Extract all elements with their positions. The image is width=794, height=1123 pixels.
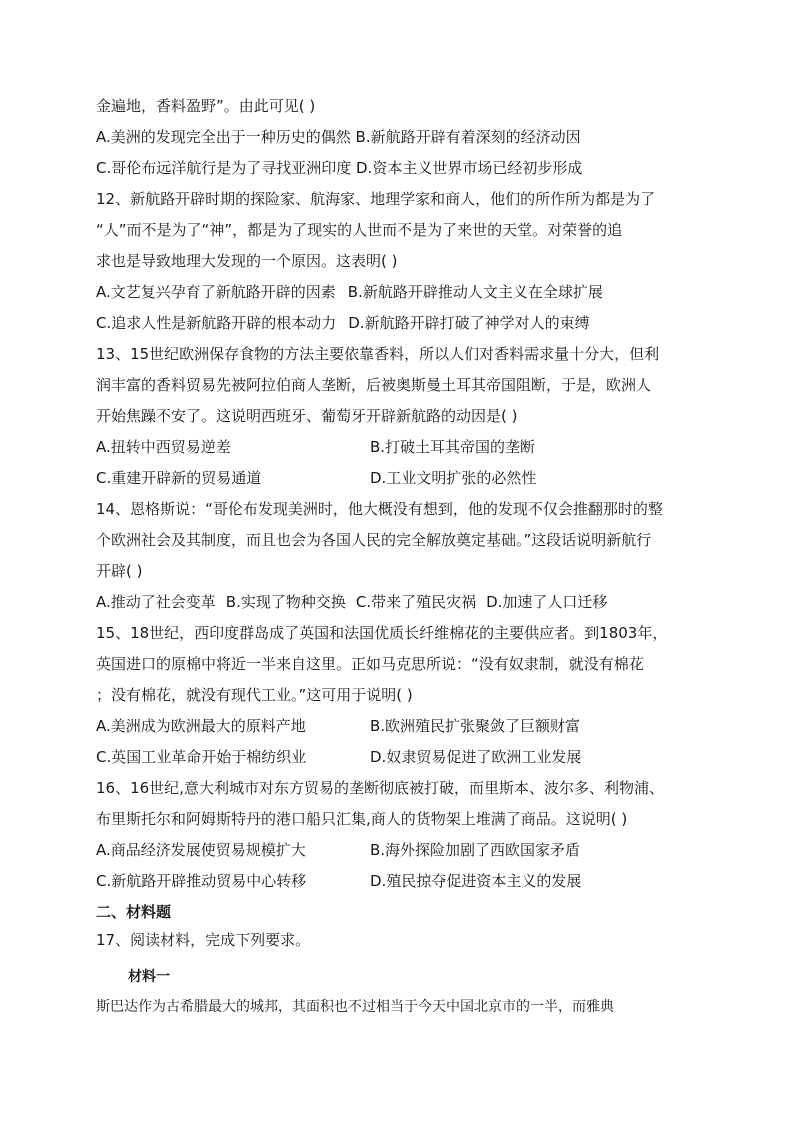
question-12 xyxy=(96,184,706,339)
question-13 xyxy=(96,339,706,494)
option-c: C.追求人性是新航路开辟的根本动力 xyxy=(96,314,337,332)
option-line: A.美洲的发现完全出于一种历史的偶然 B.新航路开辟有着深刻的经济动因 xyxy=(96,128,581,146)
option-row xyxy=(96,277,706,308)
question-stem: 英国进口的原棉中将近一半来自这里。正如马克思所说：“没有奴隶制，就没有棉花 xyxy=(96,655,644,673)
option-row xyxy=(96,308,706,339)
question-14 xyxy=(96,494,706,618)
question-stem: 12、新航路开辟时期的探险家、航海家、地理学家和商人，他们的所作所为都是为了 xyxy=(96,190,656,208)
option-c: C.新航路开辟推动贸易中心转移 xyxy=(96,872,307,890)
question-stem: 16、16世纪,意大利城市对东方贸易的垄断彻底被打破，而里斯本、波尔多、利物浦、 xyxy=(96,779,664,797)
option-b: B.海外探险加剧了西欧国家矛盾 xyxy=(370,841,581,859)
option-a: A.商品经济发展使贸易规模扩大 xyxy=(96,841,306,859)
option-b: B.实现了物种交换 xyxy=(225,593,346,611)
option-a: A.扭转中西贸易逆差 xyxy=(96,438,231,456)
option-d: D.加速了人口迁移 xyxy=(486,593,608,611)
question-stem: 开始焦躁不安了。这说明西班牙、葡萄牙开辟新航路的动因是( ) xyxy=(96,407,518,425)
option-c: C.带来了殖民灾祸 xyxy=(355,593,477,611)
option-b: B.打破土耳其帝国的垄断 xyxy=(370,438,536,456)
question-stem: 开辟( ) xyxy=(96,562,143,580)
question-11 xyxy=(96,91,706,184)
section-heading: 二、材料题 xyxy=(96,903,172,921)
option-row xyxy=(96,463,706,494)
question-15 xyxy=(96,618,706,773)
option-d: D.新航路开辟打破了神学对人的束缚 xyxy=(348,314,590,332)
option-d: D.殖民掠夺促进资本主义的发展 xyxy=(370,872,582,890)
question-stem: 个欧洲社会及其制度，而且也会为各国人民的完全解放奠定基础。”这段话说明新航行 xyxy=(96,531,652,549)
exam-content xyxy=(96,91,706,1022)
material-label: 材料一 xyxy=(128,969,170,985)
option-c: C.英国工业革命开始于棉纺织业 xyxy=(96,748,307,766)
question-16 xyxy=(96,773,706,897)
option-row xyxy=(96,835,706,866)
option-a: A.推动了社会变革 xyxy=(96,593,216,611)
option-a: A.美洲成为欧洲最大的原料产地 xyxy=(96,717,306,735)
option-row xyxy=(96,711,706,742)
option-c: C.重建开辟新的贸易通道 xyxy=(96,469,262,487)
option-row xyxy=(96,432,706,463)
question-17-stem: 17、阅读材料，完成下列要求。 xyxy=(96,931,311,949)
question-stem: 13、15世纪欧洲保存食物的方法主要依靠香料，所以人们对香料需求量十分大，但利 xyxy=(96,345,660,363)
question-stem: 布里斯托尔和阿姆斯特丹的港口船只汇集,商人的货物架上堆满了商品。这说明( ) xyxy=(96,810,628,828)
option-d: D.奴隶贸易促进了欧洲工业发展 xyxy=(370,748,582,766)
material-text: 斯巴达作为古希腊最大的城邦，其面积也不过相当于今天中国北京市的一半，而雅典 xyxy=(96,999,614,1015)
question-stem: 求也是导致地理大发现的一个原因。这表明( ) xyxy=(96,252,398,270)
question-stem: 金遍地，香料盈野”。由此可见( ) xyxy=(96,97,316,115)
option-row xyxy=(96,587,706,618)
option-b: B.新航路开辟推动人文主义在全球扩展 xyxy=(347,283,603,301)
question-stem: 14、恩格斯说：“哥伦布发现美洲时，他大概没有想到，他的发现不仅会推翻那时的整 xyxy=(96,500,663,518)
option-d: D.工业文明扩张的必然性 xyxy=(370,469,537,487)
question-stem: 润丰富的香料贸易先被阿拉伯商人垄断，后被奥斯曼土耳其帝国阻断，于是，欧洲人 xyxy=(96,376,652,394)
option-line: C.哥伦布远洋航行是为了寻找亚洲印度 D.资本主义世界市场已经初步形成 xyxy=(96,159,583,177)
option-row xyxy=(96,866,706,897)
question-stem: ；没有棉花，就没有现代工业。”这可用于说明( ) xyxy=(96,686,413,704)
option-b: B.欧洲殖民扩张聚敛了巨额财富 xyxy=(370,717,581,735)
question-stem: 15、18世纪，西印度群岛成了英国和法国优质长纤维棉花的主要供应者。到1803年， xyxy=(96,624,668,642)
option-a: A.文艺复兴孕育了新航路开辟的因素 xyxy=(96,283,336,301)
option-row xyxy=(96,742,706,773)
question-stem: “人”而不是为了“神”，都是为了现实的人世而不是为了来世的天堂。对荣誉的追 xyxy=(96,221,623,239)
